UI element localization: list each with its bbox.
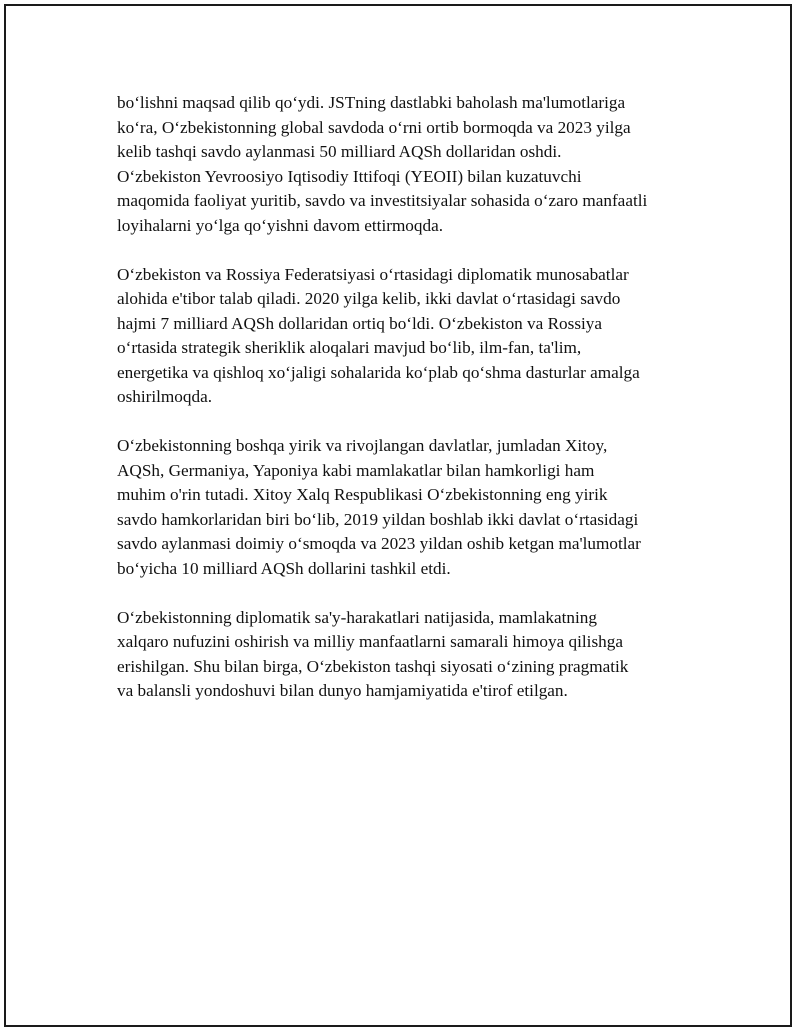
- text-line: bo‘yicha 10 milliard AQSh dollarini tashkil etdi.: [117, 558, 451, 578]
- text-line: maqomida faoliyat yuritib, savdo va investitsiyalar sohasida o‘zaro manfaatli: [117, 191, 648, 210]
- text-line: O‘zbekiston Yevroosiyo Iqtisodiy Ittifoqi (YEOII) bilan kuzatuvchi: [117, 166, 582, 186]
- text-line: loyihalarni yo‘lga qo‘yishni davom ettirmoqda.: [117, 215, 444, 235]
- text-line: va balansli yondoshuvi bilan dunyo hamjamiyatida e'tirof etilgan.: [117, 681, 568, 700]
- text-line: O‘zbekistonning boshqa yirik va rivojlangan davlatlar, jumladan Xitoy,: [117, 436, 608, 455]
- text-line: oshirilmoqda.: [117, 387, 213, 406]
- text-line: kelib tashqi savdo aylanmasi 50 milliard AQSh dollaridan oshdi.: [117, 142, 562, 161]
- document-body: [117, 91, 687, 728]
- paragraph-2: [117, 263, 687, 410]
- text-line: erishilgan. Shu bilan birga, O‘zbekiston tashqi siyosati o‘zining pragmatik: [117, 656, 629, 676]
- text-line: bo‘lishni maqsad qilib qo‘ydi. JSTning dastlabki baholash ma'lumotlariga: [117, 93, 626, 112]
- text-line: muhim o'rin tutadi. Xitoy Xalq Respublikasi O‘zbekistonning eng yirik: [117, 485, 608, 504]
- paragraph-1: [117, 91, 687, 238]
- text-line: ko‘ra, O‘zbekistonning global savdoda o‘rni ortib bormoqda va 2023 yilga: [117, 117, 631, 137]
- paragraph-4: [117, 606, 687, 704]
- text-line: AQSh, Germaniya, Yaponiya kabi mamlakatlar bilan hamkorligi ham: [117, 460, 595, 480]
- paragraph-3: [117, 434, 687, 581]
- text-line: O‘zbekiston va Rossiya Federatsiyasi o‘rtasidagi diplomatik munosabatlar: [117, 264, 629, 284]
- text-line: hajmi 7 milliard AQSh dollaridan ortiq bo‘ldi. O‘zbekiston va Rossiya: [117, 313, 603, 333]
- text-line: energetika va qishloq xo‘jaligi sohalarida ko‘plab qo‘shma dasturlar amalga: [117, 362, 640, 382]
- text-line: alohida e'tibor talab qiladi. 2020 yilga kelib, ikki davlat o‘rtasidagi savdo: [117, 289, 621, 308]
- text-line: savdo aylanmasi doimiy o‘smoqda va 2023 yildan oshib ketgan ma'lumotlar: [117, 534, 641, 553]
- text-line: o‘rtasida strategik sheriklik aloqalari mavjud bo‘lib, ilm-fan, ta'lim,: [117, 338, 582, 357]
- text-line: savdo hamkorlaridan biri bo‘lib, 2019 yildan boshlab ikki davlat o‘rtasidagi: [117, 509, 639, 529]
- text-line: O‘zbekistonning diplomatik sa'y-harakatlari natijasida, mamlakatning: [117, 607, 597, 627]
- text-line: xalqaro nufuzini oshirish va milliy manfaatlarni samarali himoya qilishga: [117, 632, 623, 651]
